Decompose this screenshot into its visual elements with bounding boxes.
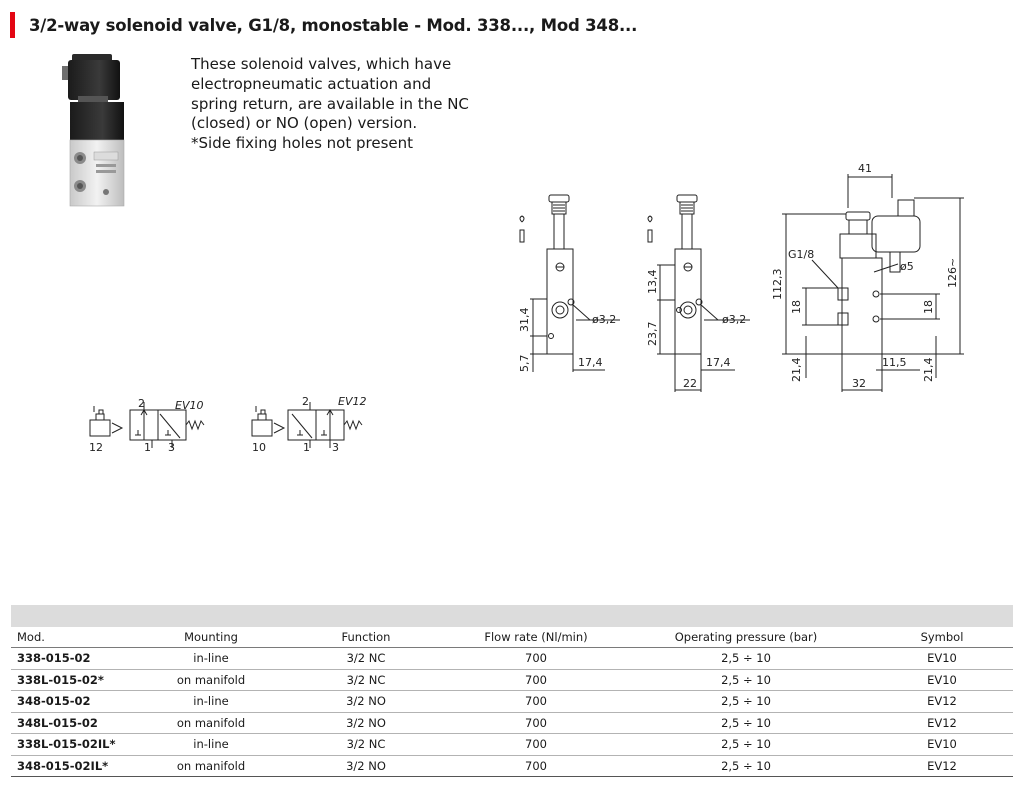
drawing-view-left xyxy=(520,195,620,372)
table-row xyxy=(11,755,1013,777)
description-line: These solenoid valves, which have xyxy=(191,55,452,73)
cell-model: 348-015-02 xyxy=(11,691,141,713)
dim-label: 41 xyxy=(858,162,872,175)
cell-pressure: 2,5 ÷ 10 xyxy=(621,734,871,756)
cell-pressure: 2,5 ÷ 10 xyxy=(621,712,871,734)
dim-label: 18 xyxy=(790,300,803,314)
description-text xyxy=(191,55,481,154)
table-row xyxy=(11,669,1013,691)
cell-function: 3/2 NO xyxy=(281,755,451,777)
dim-label: 112,3 xyxy=(771,268,784,300)
spec-table xyxy=(11,627,1013,777)
cell-flow-rate: 700 xyxy=(451,669,621,691)
dim-label: 11,5 xyxy=(882,356,907,369)
cell-model: 338L-015-02* xyxy=(11,669,141,691)
dim-label: 5,7 xyxy=(518,354,531,372)
technical-drawings xyxy=(500,160,1020,405)
description-line: electropneumatic actuation and xyxy=(191,74,432,93)
table-row xyxy=(11,648,1013,670)
table-header-row xyxy=(11,627,1013,648)
cell-flow-rate: 700 xyxy=(451,734,621,756)
dim-label: 32 xyxy=(852,377,866,390)
column-header: Mod. xyxy=(11,627,141,648)
cell-function: 3/2 NO xyxy=(281,712,451,734)
cell-function: 3/2 NC xyxy=(281,669,451,691)
column-header: Mounting xyxy=(141,627,281,648)
description-line: *Side fixing holes not present xyxy=(191,134,414,153)
table-row xyxy=(11,712,1013,734)
accent-bar xyxy=(10,12,15,38)
cell-flow-rate: 700 xyxy=(451,712,621,734)
dim-label: 23,7 xyxy=(646,321,659,346)
symbol-name: EV10 xyxy=(175,399,204,412)
cell-flow-rate: 700 xyxy=(451,648,621,670)
cell-symbol: EV12 xyxy=(871,691,1013,713)
drawing-view-right xyxy=(782,174,964,392)
dim-label: 17,4 xyxy=(706,356,731,369)
table-header-band xyxy=(11,605,1013,627)
port-label: 1 xyxy=(144,441,151,454)
port-label: 10 xyxy=(252,441,266,454)
dim-label: 18 xyxy=(922,300,935,314)
cell-function: 3/2 NO xyxy=(281,691,451,713)
cell-mounting: in-line xyxy=(141,648,281,670)
spec-table-container xyxy=(11,605,1013,777)
cell-symbol: EV10 xyxy=(871,669,1013,691)
port-label: 3 xyxy=(332,441,339,454)
cell-pressure: 2,5 ÷ 10 xyxy=(621,691,871,713)
cell-model: 348L-015-02 xyxy=(11,712,141,734)
product-photo xyxy=(58,52,136,210)
dim-label: G1/8 xyxy=(788,248,815,261)
port-label: 12 xyxy=(89,441,103,454)
cell-model: 338-015-02 xyxy=(11,648,141,670)
dim-label: ø3,2 xyxy=(592,313,617,326)
page-header xyxy=(10,12,637,38)
table-row xyxy=(11,734,1013,756)
column-header: Flow rate (Nl/min) xyxy=(451,627,621,648)
dim-label: 126~ xyxy=(946,257,959,288)
cell-symbol: EV10 xyxy=(871,648,1013,670)
dim-label: 22 xyxy=(683,377,697,390)
column-header: Operating pressure (bar) xyxy=(621,627,871,648)
cell-pressure: 2,5 ÷ 10 xyxy=(621,755,871,777)
cell-mounting: on manifold xyxy=(141,669,281,691)
cell-pressure: 2,5 ÷ 10 xyxy=(621,669,871,691)
port-label: 2 xyxy=(302,395,309,408)
cell-model: 338L-015-02IL* xyxy=(11,734,141,756)
dim-label: 31,4 xyxy=(518,307,531,332)
cell-model: 348-015-02IL* xyxy=(11,755,141,777)
cell-symbol: EV10 xyxy=(871,734,1013,756)
port-label: 3 xyxy=(168,441,175,454)
port-label: 1 xyxy=(303,441,310,454)
cell-function: 3/2 NC xyxy=(281,648,451,670)
cell-flow-rate: 700 xyxy=(451,755,621,777)
table-row xyxy=(11,691,1013,713)
cell-mounting: on manifold xyxy=(141,755,281,777)
cell-function: 3/2 NC xyxy=(281,734,451,756)
column-header: Function xyxy=(281,627,451,648)
drawing-view-middle-labels xyxy=(646,270,746,391)
cell-flow-rate: 700 xyxy=(451,691,621,713)
column-header: Symbol xyxy=(871,627,1013,648)
description-line: (closed) or NO (open) version. xyxy=(191,114,418,133)
port-label: 2 xyxy=(138,397,145,410)
drawing-view-right-labels xyxy=(771,162,959,390)
cell-pressure: 2,5 ÷ 10 xyxy=(621,648,871,670)
cell-mounting: in-line xyxy=(141,691,281,713)
drawing-view-middle xyxy=(648,195,750,392)
cell-mounting: in-line xyxy=(141,734,281,756)
cell-mounting: on manifold xyxy=(141,712,281,734)
dim-label: 17,4 xyxy=(578,356,603,369)
dim-label: ø5 xyxy=(900,260,914,273)
dim-label: 21,4 xyxy=(790,357,803,382)
cell-symbol: EV12 xyxy=(871,712,1013,734)
description-line: spring return, are available in the NC xyxy=(191,94,469,113)
dim-label: 21,4 xyxy=(922,357,935,382)
page-title: 3/2-way solenoid valve, G1/8, monostable - Mod. 338..., Mod 348... xyxy=(29,15,638,35)
dim-label: ø3,2 xyxy=(722,313,747,326)
dim-label: 13,4 xyxy=(646,269,659,294)
pneumatic-symbols xyxy=(80,390,380,460)
cell-symbol: EV12 xyxy=(871,755,1013,777)
symbol-name: EV12 xyxy=(338,395,367,408)
